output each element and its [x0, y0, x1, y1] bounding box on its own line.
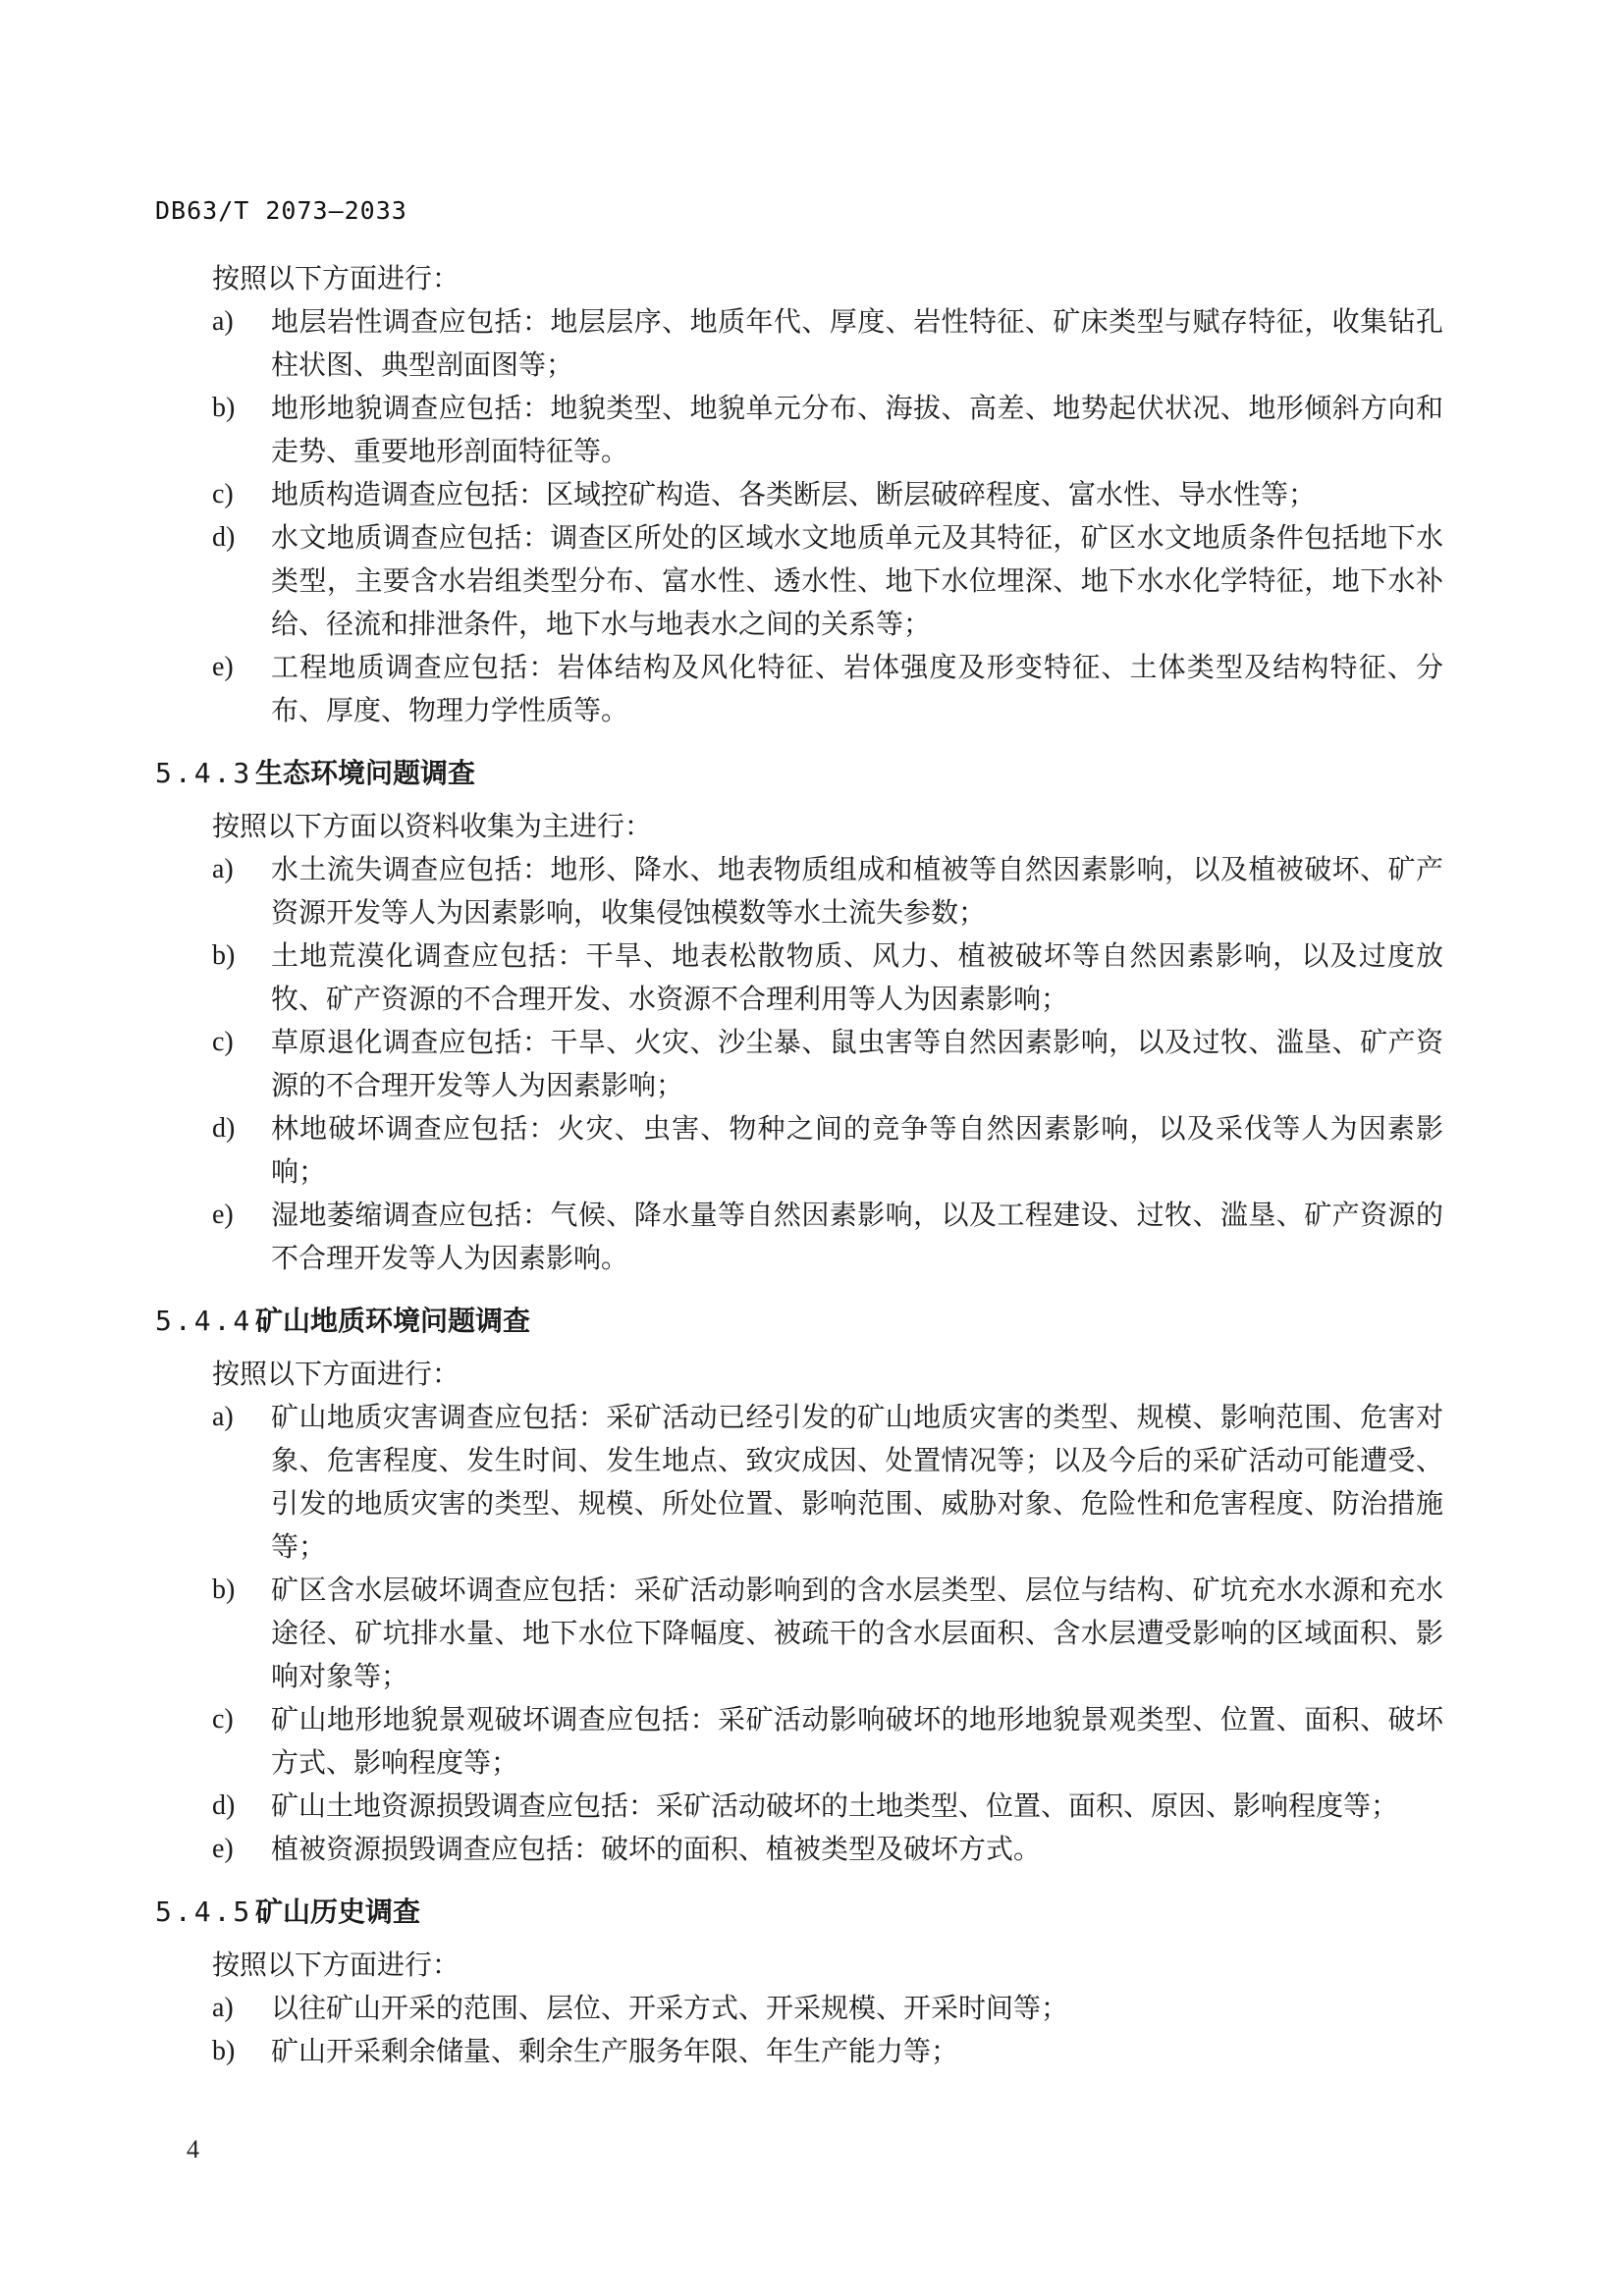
list-item: [212, 1828, 1443, 1871]
item-text: 水土流失调查应包括：地形、降水、地表物质组成和植被等自然因素影响，以及植被破坏、矿产资源开发等人为因素影响，收集侵蚀模数等水土流失参数；: [271, 853, 1443, 929]
section-heading: [155, 1300, 1443, 1343]
item-marker: c): [212, 479, 234, 509]
section-intro: 按照以下方面进行：: [212, 1949, 460, 1981]
list-item: [212, 1569, 1443, 1698]
item-list: [155, 1396, 1443, 1871]
list-item: [212, 848, 1443, 934]
section-title: 矿山历史调查: [255, 1896, 421, 1928]
item-marker: b): [212, 2036, 236, 2066]
section-5-4-5: [155, 1891, 1443, 2073]
item-text: 以往矿山开采的范围、层位、开采方式、开采规模、开采时间等；: [271, 1992, 1069, 2024]
section-number: 5.4.4: [155, 1305, 253, 1337]
item-text: 矿区含水层破坏调查应包括：采矿活动影响到的含水层类型、层位与结构、矿坑充水水源和充水途径、矿坑排水量、地下水位下降幅度、被疏干的含水层面积、含水层遭受影响的区域面积、影响对象等；: [271, 1574, 1443, 1692]
section-title: 矿山地质环境问题调查: [255, 1305, 531, 1337]
item-marker: b): [212, 940, 236, 971]
list-item: [212, 1698, 1443, 1785]
item-marker: e): [212, 652, 234, 682]
list-item: [212, 1396, 1443, 1569]
list-item: [212, 646, 1443, 732]
item-text: 矿山开采剩余储量、剩余生产服务年限、年生产能力等；: [271, 2035, 959, 2067]
list-item: [212, 2030, 1443, 2073]
page-number: 4: [187, 2135, 199, 2163]
item-marker: c): [212, 1704, 234, 1735]
item-text: 草原退化调查应包括：干旱、火灾、沙尘暴、鼠虫害等自然因素影响，以及过牧、滥垦、矿产资源的不合理开发等人为因素影响；: [271, 1026, 1443, 1101]
list-item: [212, 1987, 1443, 2030]
document-header-id: DB63/T 2073—2033: [155, 196, 407, 225]
item-marker: d): [212, 522, 236, 553]
item-marker: c): [212, 1027, 234, 1057]
section-intro: 按照以下方面进行：: [212, 262, 460, 294]
item-marker: b): [212, 1575, 236, 1605]
item-text: 矿山地形地貌景观破坏调查应包括：采矿活动影响破坏的地形地貌景观类型、位置、面积、破坏方式、影响程度等；: [271, 1703, 1443, 1779]
item-text: 地层岩性调查应包括：地层层序、地质年代、厚度、岩性特征、矿床类型与赋存特征，收集钻孔柱状图、典型剖面图等；: [271, 305, 1443, 381]
item-marker: e): [212, 1200, 234, 1230]
item-marker: a): [212, 854, 234, 884]
item-marker: d): [212, 1790, 236, 1821]
item-text: 地质构造调查应包括：区域控矿构造、各类断层、断层破碎程度、富水性、导水性等；: [271, 478, 1317, 510]
section-heading: [155, 1891, 1443, 1934]
item-text: 植被资源损毁调查应包括：破坏的面积、植被类型及破坏方式。: [271, 1833, 1042, 1865]
item-marker: d): [212, 1113, 236, 1144]
list-item: [212, 516, 1443, 646]
list-item: [212, 1107, 1443, 1194]
item-marker: e): [212, 1834, 234, 1864]
item-text: 土地荒漠化调查应包括：干旱、地表松散物质、风力、植被破坏等自然因素影响，以及过度放牧、矿产资源的不合理开发、水资源不合理利用等人为因素影响；: [271, 939, 1443, 1015]
section-heading: [155, 752, 1443, 795]
section-5-4-3: [155, 752, 1443, 1280]
section-intro: 按照以下方面以资料收集为主进行：: [212, 810, 653, 842]
item-marker: b): [212, 393, 236, 423]
item-list: [155, 1987, 1443, 2073]
section-number: 5.4.3: [155, 757, 253, 789]
list-item: [212, 1194, 1443, 1280]
item-marker: a): [212, 306, 234, 337]
item-text: 工程地质调查应包括：岩体结构及风化特征、岩体强度及形变特征、土体类型及结构特征、分布、厚度、物理力学性质等。: [271, 651, 1443, 726]
list-item: [212, 934, 1443, 1021]
item-list: [155, 300, 1443, 732]
list-item: [212, 1021, 1443, 1107]
document-body: [155, 257, 1443, 2073]
list-item: [212, 300, 1443, 387]
item-text: 林地破坏调查应包括：火灾、虫害、物种之间的竞争等自然因素影响，以及采伐等人为因素影响；: [271, 1112, 1443, 1188]
item-text: 水文地质调查应包括：调查区所处的区域水文地质单元及其特征，矿区水文地质条件包括地下水类型，主要含水岩组类型分布、富水性、透水性、地下水位埋深、地下水水化学特征，地下水补给、径流和排泄条件，地下水与地表水之间的关系等；: [271, 521, 1443, 640]
section-number: 5.4.5: [155, 1896, 253, 1928]
item-text: 地形地貌调查应包括：地貌类型、地貌单元分布、海拔、高差、地势起伏状况、地形倾斜方向和走势、重要地形剖面特征等。: [271, 392, 1443, 467]
item-text: 矿山地质灾害调查应包括：采矿活动已经引发的矿山地质灾害的类型、规模、影响范围、危害对象、危害程度、发生时间、发生地点、致灾成因、处置情况等；以及今后的采矿活动可能遭受、引发的地质灾害的类型、规模、所处位置、影响范围、威胁对象、危险性和危害程度、防治措施等；: [271, 1401, 1443, 1563]
section-continuation: [155, 257, 1443, 732]
item-text: 湿地萎缩调查应包括：气候、降水量等自然因素影响，以及工程建设、过牧、滥垦、矿产资源的不合理开发等人为因素影响。: [271, 1199, 1443, 1274]
item-list: [155, 848, 1443, 1280]
section-title: 生态环境问题调查: [255, 757, 476, 789]
list-item: [212, 387, 1443, 473]
list-item: [212, 473, 1443, 516]
item-marker: a): [212, 1402, 234, 1432]
item-text: 矿山土地资源损毁调查应包括：采矿活动破坏的土地类型、位置、面积、原因、影响程度等；: [271, 1789, 1399, 1822]
item-marker: a): [212, 1993, 234, 2023]
list-item: [212, 1785, 1443, 1828]
section-5-4-4: [155, 1300, 1443, 1871]
section-intro: 按照以下方面进行：: [212, 1358, 460, 1390]
